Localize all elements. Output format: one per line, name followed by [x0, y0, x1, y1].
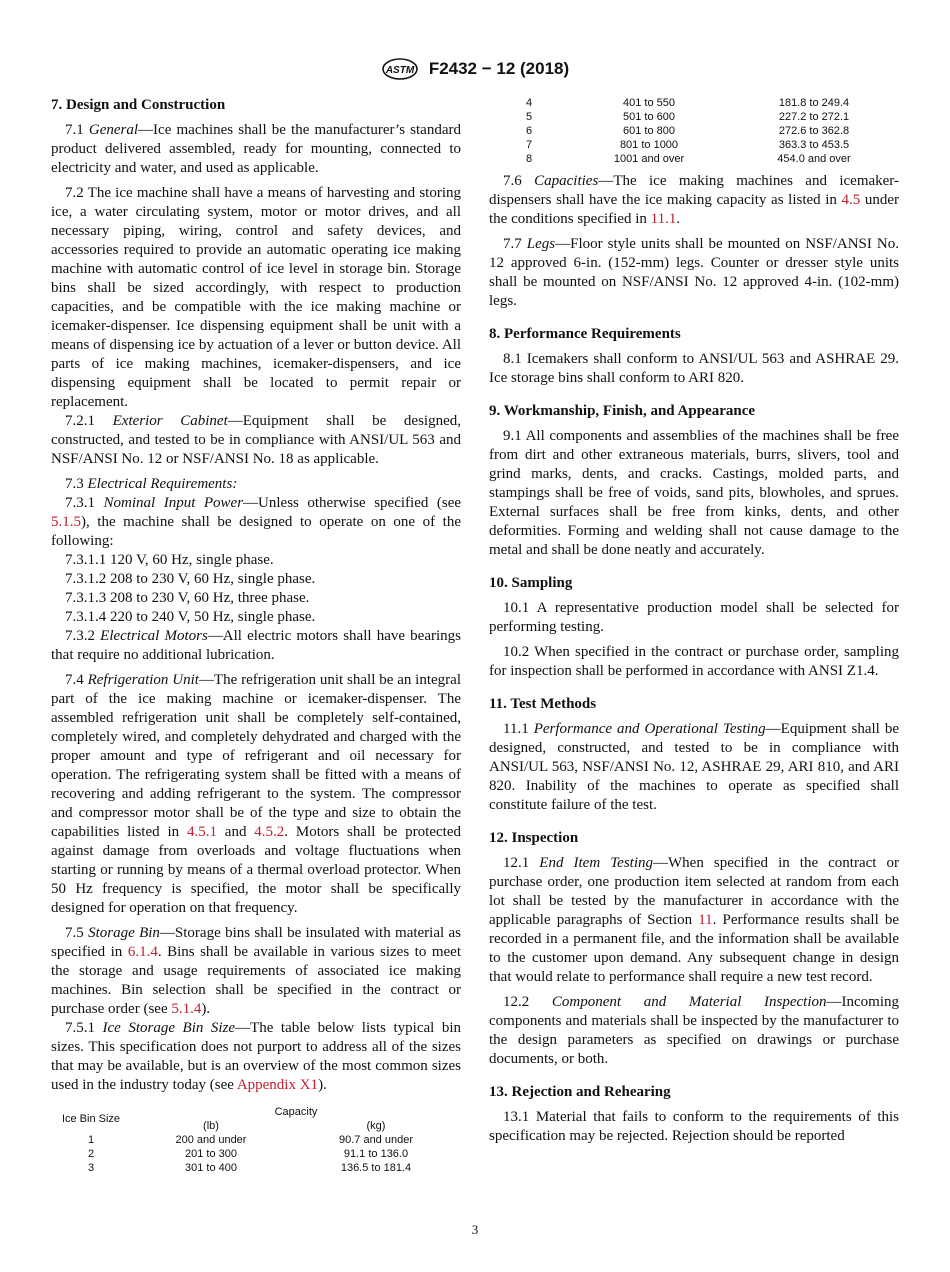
para-12-1: 12.1 End Item Testing—When specified in the contract or purchase order, one production item selected at random from each lot shall be tested by the manufacturer in accordance with the applicable paragraphs of Section 11. Performance results shall be recorded in a permanent file, and the information shall be available to the customer upon demand. Any subsequent change in design that would relate to performance shall require a new test record. [489, 855, 899, 985]
para-13-1: 13.1 Material that fails to conform to the requirements of this specification may be rejected. Rejection should be reported [489, 1109, 899, 1144]
link-4-5-1[interactable]: 4.5.1 [186, 824, 217, 840]
para-7-3-1: 7.3.1 Nominal Input Power—Unless otherwise specified (see 5.1.5), the machine shall be designed to operate on one of the following: [51, 495, 462, 549]
para-7-1: 7.1 General—Ice machines shall be the manufacturer’s standard product delivered assembled, ready for mounting, connected to electricity and water, and used as applicable. [51, 122, 461, 176]
page-number: 3 [471, 1222, 479, 1237]
link-4-5[interactable]: 4.5 [841, 192, 861, 208]
para-8-1: 8.1 Icemakers shall conform to ANSI/UL 563 and ASHRAE 29. Ice storage bins shall conform to ARI 820. [489, 351, 899, 386]
document-id: F2432 − 12 (2018) [428, 59, 570, 78]
para-7-3-1-2: 7.3.1.2 208 to 230 V, 60 Hz, single phase. [65, 571, 316, 587]
para-12-2: 12.2 Component and Material Inspection—Incoming components and materials shall be inspected by the manufacturer to the design parameters as specified on drawings or purchase documents, or both. [489, 994, 900, 1067]
para-7-3-1-3: 7.3.1.3 208 to 230 V, 60 Hz, three phase. [65, 590, 310, 606]
link-6-1-4[interactable]: 6.1.4 [127, 944, 158, 960]
para-7-3-1-4: 7.3.1.4 220 to 240 V, 50 Hz, single phase. [65, 609, 316, 625]
para-7-2: 7.2 The ice machine shall have a means of harvesting and storing ice, a water circulating system, motor or motor drives, and all necessary piping, wiring, control and safety devices, and accessories required to provide an automatic operating ice making machine with automatic control of ice level in storage bin. Storage bins shall be sized accordingly, with respect to production capacities, and be compatible with the ice making machine or icemaker-dispenser. Ice dispensing equipment shall be unit with a means of dispensing ice by actuation of a lever or button device. All parts of ice making machines, icemaker-dispensers, and ice dispensing equipment shall be located to permit repair or replacement. [51, 185, 461, 410]
bin-size-table-part-1 [51, 1105, 461, 1175]
table-header-size: Ice Bin Size [61, 1113, 121, 1125]
para-7-7: 7.7 Legs—Floor style units shall be mounted on NSF/ANSI No. 12 approved 6-in. (152-mm) legs. Counter or dresser style units shall be mounted on NSF/ANSI No. 12 approved 4-in. (102-mm) legs. [489, 236, 899, 309]
bin-size-table-part-2 [489, 96, 899, 166]
table-header-kg: (kg) [366, 1120, 386, 1132]
link-appendix-x1[interactable]: Appendix X1 [236, 1077, 319, 1093]
para-7-3-1-1: 7.3.1.1 120 V, 60 Hz, single phase. [65, 552, 274, 568]
para-7-5: 7.5 Storage Bin—Storage bins shall be insulated with material as specified in 6.1.4. Bins shall be available in various sizes to meet the storage and usage requirements of associated ice making machines. Bin selection shall be specified in the contract or purchase order (see 5.1.4). [51, 925, 461, 1017]
link-4-5-2[interactable]: 4.5.2 [254, 824, 285, 840]
para-7-6: 7.6 Capacities—The ice making machines and icemaker-dispensers shall have the ice making capacity as listed in 4.5 under the conditions specified in 11.1. [489, 173, 899, 227]
link-11-1[interactable]: 11.1 [650, 211, 677, 227]
table-row: 6 601 to 800 272.6 to 362.8 [525, 125, 850, 137]
table-row: 1 200 and under 90.7 and under [87, 1134, 413, 1146]
para-10-2: 10.2 When specified in the contract or purchase order, sampling for inspection shall be performed in accordance with ANSI Z1.4. [489, 644, 899, 679]
section-13-heading: 13. Rejection and Rehearing [489, 1084, 671, 1100]
table-row: 5 501 to 600 227.2 to 272.1 [525, 111, 850, 123]
table-header-capacity: Capacity [274, 1106, 318, 1118]
section-10-heading: 10. Sampling [489, 575, 573, 591]
para-7-4: 7.4 Refrigeration Unit—The refrigeration unit shall be an integral part of the ice making machine or icemaker-dispenser. The assembled refrigeration unit shall be completely self-contained, completely wired, and completely dehydrated and charged with the proper amount and type of refrigerant and oil necessary for operation. The refrigerating system shall be fitted with a means of recovering and adding refrigerant to the system. The compressor and compressor motor shall be of the type and size to obtain the capabilities listed in 4.5.1 and 4.5.2. Motors shall be protected against damage from overloads and voltage fluctuations when starting or running by means of a thermal overload protector. When 50 Hz frequency is specified, the motor shall be specifically designed for operation on that frequency. [51, 672, 461, 916]
table-row: 4 401 to 550 181.8 to 249.4 [525, 97, 850, 109]
link-5-1-4[interactable]: 5.1.4 [171, 1001, 202, 1017]
section-7-heading: 7. Design and Construction [51, 97, 226, 113]
para-11-1: 11.1 Performance and Operational Testing—Equipment shall be designed, constructed, and tested to be in compliance with ANSI/UL 563, NSF/ANSI No. 12, ASHRAE 29, ARI 810, and ARI 820. Inability of the machines to operate as specified shall constitute failure of the test. [489, 721, 899, 813]
link-5-1-5[interactable]: 5.1.5 [51, 514, 81, 530]
table-row: 8 1001 and over 454.0 and over [525, 153, 851, 165]
table-header-lb: (lb) [203, 1120, 219, 1132]
para-7-3-2: 7.3.2 Electrical Motors—All electric motors shall have bearings that require no additional lubrication. [51, 628, 461, 663]
table-row: 3 301 to 400 136.5 to 181.4 [87, 1162, 412, 1174]
page-header [0, 58, 950, 84]
para-9-1: 9.1 All components and assemblies of the machines shall be free from dirt and other extraneous materials, burrs, slivers, tool and grind marks, dents, and cracks. Castings, molded parts, and stampings shall be free of voids, sand pits, blowholes, and sprues. External surfaces shall be free from kinks, dents, and other deformities. Forming and welding shall not cause damage to the metal and shall be done neatly and accurately. [489, 428, 899, 558]
left-column [51, 92, 461, 1175]
section-12-heading: 12. Inspection [489, 830, 579, 846]
section-8-heading: 8. Performance Requirements [489, 326, 681, 342]
table-row: 7 801 to 1000 363.3 to 453.5 [525, 139, 850, 151]
link-section-11[interactable]: 11 [698, 912, 713, 928]
svg-text:ASTM: ASTM [385, 65, 414, 76]
section-9-heading: 9. Workmanship, Finish, and Appearance [489, 403, 756, 419]
table-row: 2 201 to 300 91.1 to 136.0 [87, 1148, 409, 1160]
para-10-1: 10.1 A representative production model shall be selected for performing testing. [489, 600, 899, 635]
para-7-5-1: 7.5.1 Ice Storage Bin Size—The table below lists typical bin sizes. This specification does not purport to address all of the sizes that may be available, but is an overview of the most common sizes used in the industry today (see Appendix X1). [51, 1020, 461, 1093]
para-7-2-1: 7.2.1 Exterior Cabinet—Equipment shall be designed, constructed, and tested to be in compliance with ANSI/UL 563 and NSF/ANSI No. 12 or NSF/ANSI No. 18 as applicable. [51, 413, 461, 467]
astm-logo [381, 58, 419, 80]
para-7-3: 7.3 Electrical Requirements: [65, 476, 238, 492]
section-11-heading: 11. Test Methods [489, 696, 597, 712]
right-column [489, 96, 899, 1146]
